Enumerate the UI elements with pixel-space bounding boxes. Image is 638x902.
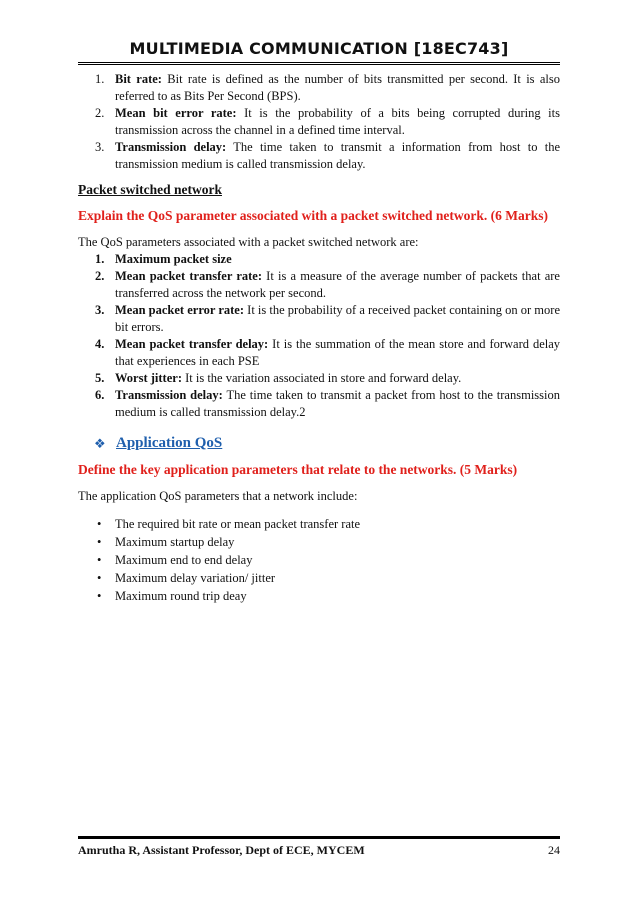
list-number: 2. — [95, 106, 105, 120]
definition: The time taken to transmit a packet from host to the transmission medium is called transmission delay.2 — [115, 388, 560, 419]
bullet-icon: • — [97, 517, 102, 531]
bullet-icon: • — [97, 589, 102, 603]
list-item — [78, 569, 560, 587]
application-qos-heading — [78, 435, 560, 452]
definition: It is the summation of the mean store and forward delay that experiences in each PSE — [115, 337, 561, 368]
list-item — [78, 251, 560, 268]
qos-parameter-list — [78, 251, 560, 421]
heading-title: Application QoS — [116, 435, 223, 451]
list-number: 3. — [95, 140, 105, 154]
list-item — [78, 268, 560, 302]
list-item — [78, 71, 560, 105]
application-parameter-list — [78, 515, 560, 605]
term: Maximum packet size — [115, 252, 232, 266]
section-title: Packet switched network — [78, 182, 222, 197]
list-item — [78, 105, 560, 139]
term: Bit rate: — [115, 72, 162, 86]
definition: It is a measure of the average number of packets that are transferred across the network per second. — [115, 269, 560, 300]
footer-rule — [78, 836, 560, 839]
definition: Bit rate is defined as the number of bits transmitted per second. It is also referred to as Bits Per Second (BPS). — [115, 72, 560, 103]
definition: It is the probability of a bits being corrupted during its transmission across the channel in a defined time interval. — [115, 106, 560, 137]
list-number: 6. — [95, 388, 105, 402]
bullet-icon: • — [97, 571, 102, 585]
bullet-text: The required bit rate or mean packet transfer rate — [115, 517, 361, 531]
term: Mean packet transfer delay: — [115, 337, 269, 351]
term: Transmission delay: — [115, 140, 227, 154]
bullet-text: Maximum startup delay — [115, 535, 235, 549]
bullet-text: Maximum round trip deay — [115, 589, 247, 603]
intro-paragraph: The application QoS parameters that a network include: — [78, 489, 358, 503]
term: Worst jitter: — [115, 371, 182, 385]
term: Mean packet transfer rate: — [115, 269, 262, 283]
exam-question: Explain the QoS parameter associated with a packet switched network. (6 Marks) — [78, 208, 548, 223]
list-number: 5. — [95, 371, 105, 385]
definition: It is the variation associated in store and forward delay. — [181, 371, 462, 385]
definition: The time taken to transmit a information from host to the transmission medium is called transmission delay. — [115, 140, 560, 171]
list-number: 4. — [95, 337, 105, 351]
page-number: 24 — [548, 843, 560, 857]
bullet-text: Maximum end to end delay — [115, 553, 253, 567]
list-item — [78, 370, 560, 387]
page-content — [78, 71, 560, 605]
exam-question: Define the key application parameters that relate to the networks. (5 Marks) — [78, 462, 518, 477]
footer-author: Amrutha R, Assistant Professor, Dept of ECE, MYCEM — [78, 843, 365, 857]
list-item — [78, 387, 560, 421]
term: Mean packet error rate: — [115, 303, 245, 317]
list-item — [78, 533, 560, 551]
diamond-bullet-icon: ❖ — [94, 436, 106, 451]
list-number: 3. — [95, 303, 105, 317]
list-item — [78, 551, 560, 569]
list-number: 1. — [95, 252, 105, 266]
term: Mean bit error rate: — [115, 106, 237, 120]
list-number: 1. — [95, 72, 105, 86]
list-item — [78, 515, 560, 533]
bullet-icon: • — [97, 535, 102, 549]
list-item — [78, 302, 560, 336]
definition: It is the probability of a received packet containing on or more bit errors. — [115, 303, 560, 334]
list-item — [78, 139, 560, 173]
header-rule — [78, 62, 560, 63]
bullet-icon: • — [97, 553, 102, 567]
header-rule-second — [78, 64, 560, 65]
term: Transmission delay: — [115, 388, 223, 402]
page-header-title: MULTIMEDIA COMMUNICATION [18EC743] — [129, 39, 509, 58]
list-item — [78, 336, 560, 370]
bullet-text: Maximum delay variation/ jitter — [115, 571, 276, 585]
list-number: 2. — [95, 269, 105, 283]
parameter-list — [78, 71, 560, 173]
intro-paragraph: The QoS parameters associated with a packet switched network are: — [78, 235, 419, 249]
list-item — [78, 587, 560, 605]
